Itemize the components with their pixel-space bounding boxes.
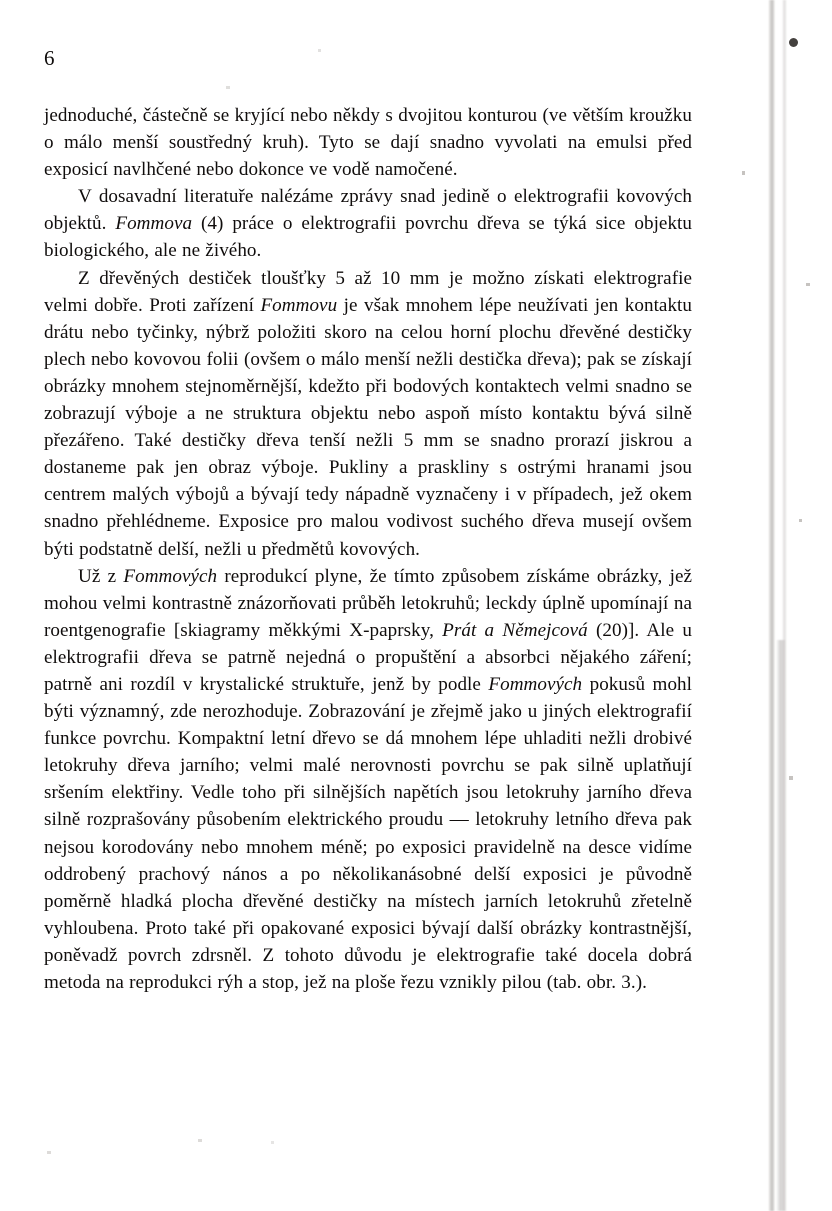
paragraph-reproductions [44,563,692,997]
scan-fleck-artifact [271,1141,274,1144]
cited-author-name: Fommovu [260,294,338,316]
text-run: reprodukcí plyne, že tímto způsobem získáme obrázky, jež mohou velmi kontrastně znázorňovati průběh letokruhů; leckdy úplně upomínají na roentgenografie [skiagramy měkkými X-paprsky, [44,565,692,641]
text-run: Z dřevěných destiček tloušťky 5 až 10 mm je možno získati elektrografie velmi dobře. Proti zařízení [44,267,692,316]
cited-author-name: Prát a Němejcová [442,619,588,641]
scan-streak-artifact [776,640,786,1211]
paragraph-contours [44,102,692,183]
page-number: 6 [44,46,55,70]
scan-fleck-artifact [742,171,745,175]
text-run: jednoduché, částečně se kryjící nebo někdy s dvojitou konturou (ve větším kroužku o málo menší soustředný kruh). Tyto se dají snadno vyvolati na emulsi před exposicí navlhčené nebo dokonce ve vodě namočené. [44,105,692,181]
scan-fleck-artifact [318,49,321,52]
scan-fleck-artifact [47,1151,51,1154]
text-run: V dosavadní literatuře nalézáme zprávy snad jedině o elektrografii kovových objektů. [44,186,692,235]
text-run: je však mnohem lépe neužívati jen kontaktu drátu nebo tyčinky, nýbrž položiti skoro na celou horní plochu dřevěné destičky plech nebo kovovou folii (ovšem o málo menší nežli destička dřeva); pak se získají obrázky mnohem stejnoměrnější, kdežto při bodových kontaktech velmi snadno se zobrazují výboje a ne struktura objektu nebo aspoň místo kontaktu bývá silně přezářeno. Také destičky dřeva tenší nežli 5 mm se snadno prorazí jiskrou a dostaneme pak jen obraz výboje. Pukliny a praskliny s ostrými hranami jsou centrem malých výbojů a bývají tedy nápadně vyznačeny i v případech, jež okem snadno přehlédneme. Exposice pro malou vodivost suchého dřeva musejí ovšem býti podstatně delší, nežli u předmětů kovových. [44,294,692,560]
cited-author-name: Fommových [488,673,583,695]
scan-fleck-artifact [789,776,793,780]
scan-speck-artifact [789,38,798,47]
scan-fleck-artifact [226,86,230,89]
cited-author-name: Fommova [115,213,193,235]
cited-author-name: Fommových [123,565,218,587]
body-text-block [44,102,692,996]
paragraph-literature [44,183,692,264]
paragraph-wood-plates [44,265,692,563]
scan-streak-artifact [782,0,787,1211]
scan-streak-artifact [768,0,775,1211]
text-run: (4) práce o elektrografii povrchu dřeva se týká sice objektu biologického, ale ne živého. [44,213,692,262]
text-run: (20)]. Ale u elektrografii dřeva se patrně nejedná o propuštění a absorbci nějakého záření; patrně ani rozdíl v krystalické struktuře, jenž by podle [44,619,692,695]
text-run: pokusů mohl býti významný, zde nerozhoduje. Zobrazování je zřejmě jako u jiných elektrografií funkce povrchu. Kompaktní letní dřevo se dá mnohem lépe uhladiti nežli drobivé letokruhy dřeva jarního; velmi malé nerovnosti povrchu se pak silně uplatňují sršením elektřiny. Vedle toho při silnějších napětích jsou letokruhy jarního dřeva silně rozprašovány působením elektrického proudu — letokruhy letního dřeva pak nejsou korodovány nebo mnohem méně; po exposici pravidelně na desce vidíme oddrobený prachový nános a po několikanásobné delší exposici je původně poměrně hladká plocha dřevěné destičky na místech jarních letokruhů zřetelně vyhloubena. Proto také při opakované exposici bývají další obrázky kontrastnější, poněvadž povrch zdrsněl. Z tohoto důvodu je elektrografie také docela dobrá metoda na reprodukci rýh a stop, jež na ploše řezu vznikly pilou (tab. obr. 3.). [44,673,692,993]
scan-fleck-artifact [799,519,802,522]
scan-fleck-artifact [806,283,810,286]
text-run: Už z [78,565,124,587]
scan-fleck-artifact [198,1139,202,1142]
